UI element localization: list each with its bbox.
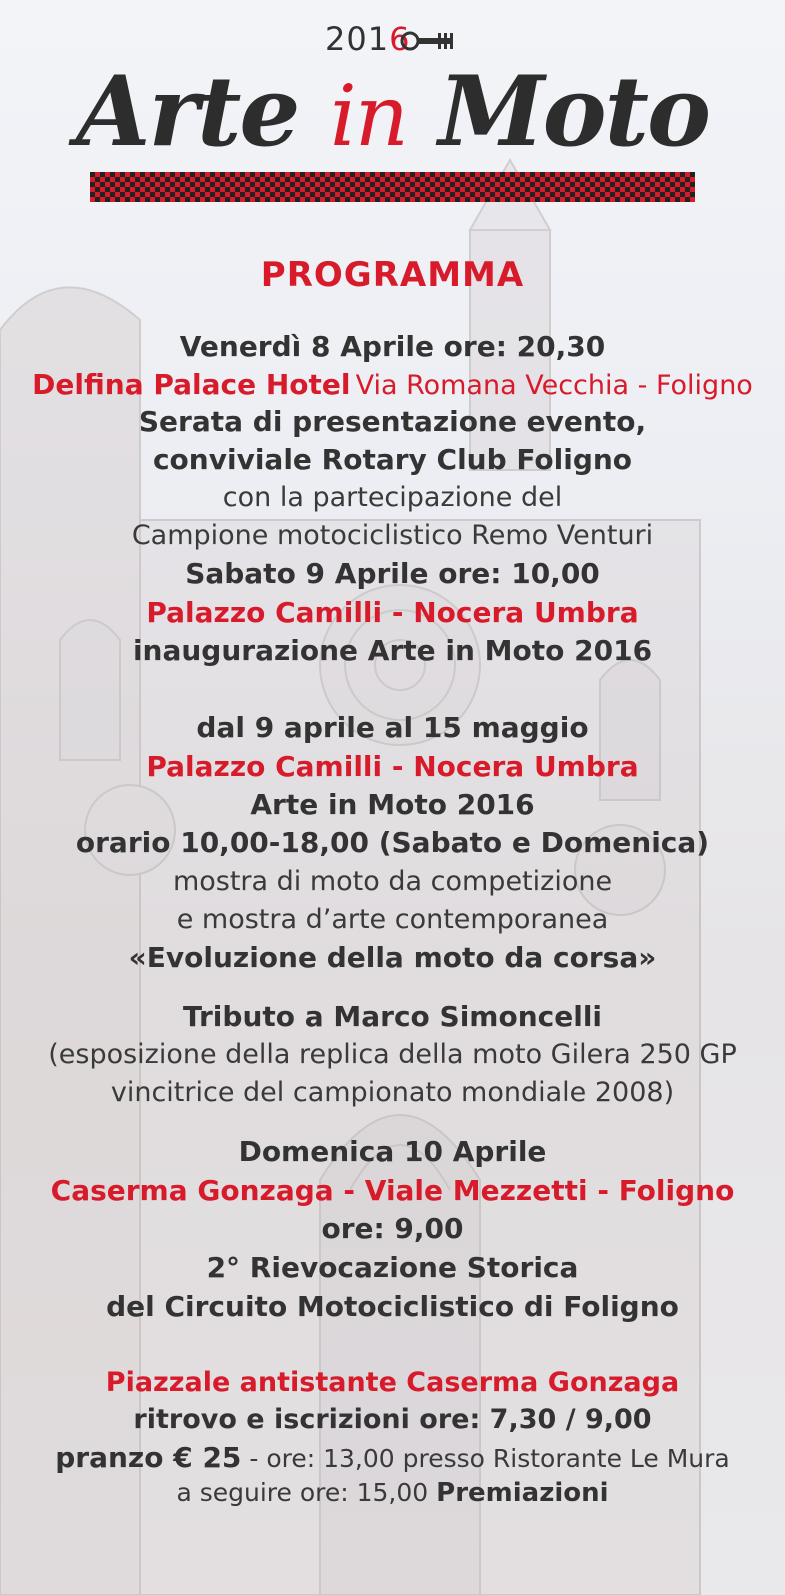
tribute-line-1: (esposizione della replica della moto Gilera 250 GP [48, 1039, 737, 1070]
friday-date: Venerdì 8 Aprile ore: 20,30 [179, 330, 606, 363]
square-venue: Piazzale antistante Caserma Gonzaga [105, 1367, 680, 1398]
checkered-flag-banner [90, 172, 695, 202]
sunday-line-2: del Circuito Motociclistico di Foligno [106, 1290, 679, 1323]
lunch-price: pranzo € 25 [55, 1441, 242, 1474]
exhibit-line-2: e mostra d’arte contemporanea [176, 904, 609, 935]
friday-line-3: con la partecipazione del [222, 482, 563, 513]
exhibit-title: Arte in Moto 2016 [250, 788, 535, 821]
friday-line-4: Campione motociclistico Remo Venturi [131, 520, 654, 551]
sunday-venue: Caserma Gonzaga - Viale Mezzetti - Foligno [50, 1174, 735, 1207]
lunch-line [0, 1441, 785, 1474]
saturday-line-1: inaugurazione Arte in Moto 2016 [132, 634, 653, 667]
friday-venue-line [0, 368, 785, 401]
exhibit-hours: orario 10,00-18,00 (Sabato e Domenica) [75, 826, 710, 859]
saturday-venue: Palazzo Camilli - Nocera Umbra [146, 596, 639, 629]
event-year: 2016 [325, 20, 411, 58]
friday-address: Via Romana Vecchia - Foligno [355, 370, 753, 401]
ignition-key-icon [400, 30, 460, 52]
tribute-line-2: vincitrice del campionato mondiale 2008) [110, 1077, 675, 1108]
awards-time: a seguire ore: 15,00 [176, 1478, 437, 1507]
event-logo: Arte in Moto [76, 55, 709, 168]
exhibit-line-1: mostra di moto da competizione [172, 866, 613, 897]
exhibit-line-3: «Evoluzione della moto da corsa» [128, 941, 657, 974]
sunday-line-1: 2° Rievocazione Storica [206, 1251, 579, 1284]
sunday-time: ore: 9,00 [321, 1212, 464, 1245]
awards-label: Premiazioni [436, 1478, 609, 1508]
program-title: PROGRAMMA [260, 255, 525, 295]
square-line-1: ritrovo e iscrizioni ore: 7,30 / 9,00 [133, 1404, 652, 1435]
lunch-details: - ore: 13,00 presso Ristorante Le Mura [241, 1444, 730, 1473]
friday-venue: Delfina Palace Hotel [32, 368, 351, 401]
exhibit-dates: dal 9 aprile al 15 maggio [196, 711, 589, 744]
saturday-date: Sabato 9 Aprile ore: 10,00 [185, 557, 600, 590]
awards-line [0, 1478, 785, 1508]
tribute-title: Tributo a Marco Simoncelli [182, 1000, 603, 1033]
friday-line-1: Serata di presentazione evento, [138, 405, 647, 438]
friday-line-2: conviviale Rotary Club Foligno [152, 443, 633, 476]
sunday-date: Domenica 10 Aprile [238, 1135, 547, 1168]
exhibit-venue: Palazzo Camilli - Nocera Umbra [146, 750, 639, 783]
